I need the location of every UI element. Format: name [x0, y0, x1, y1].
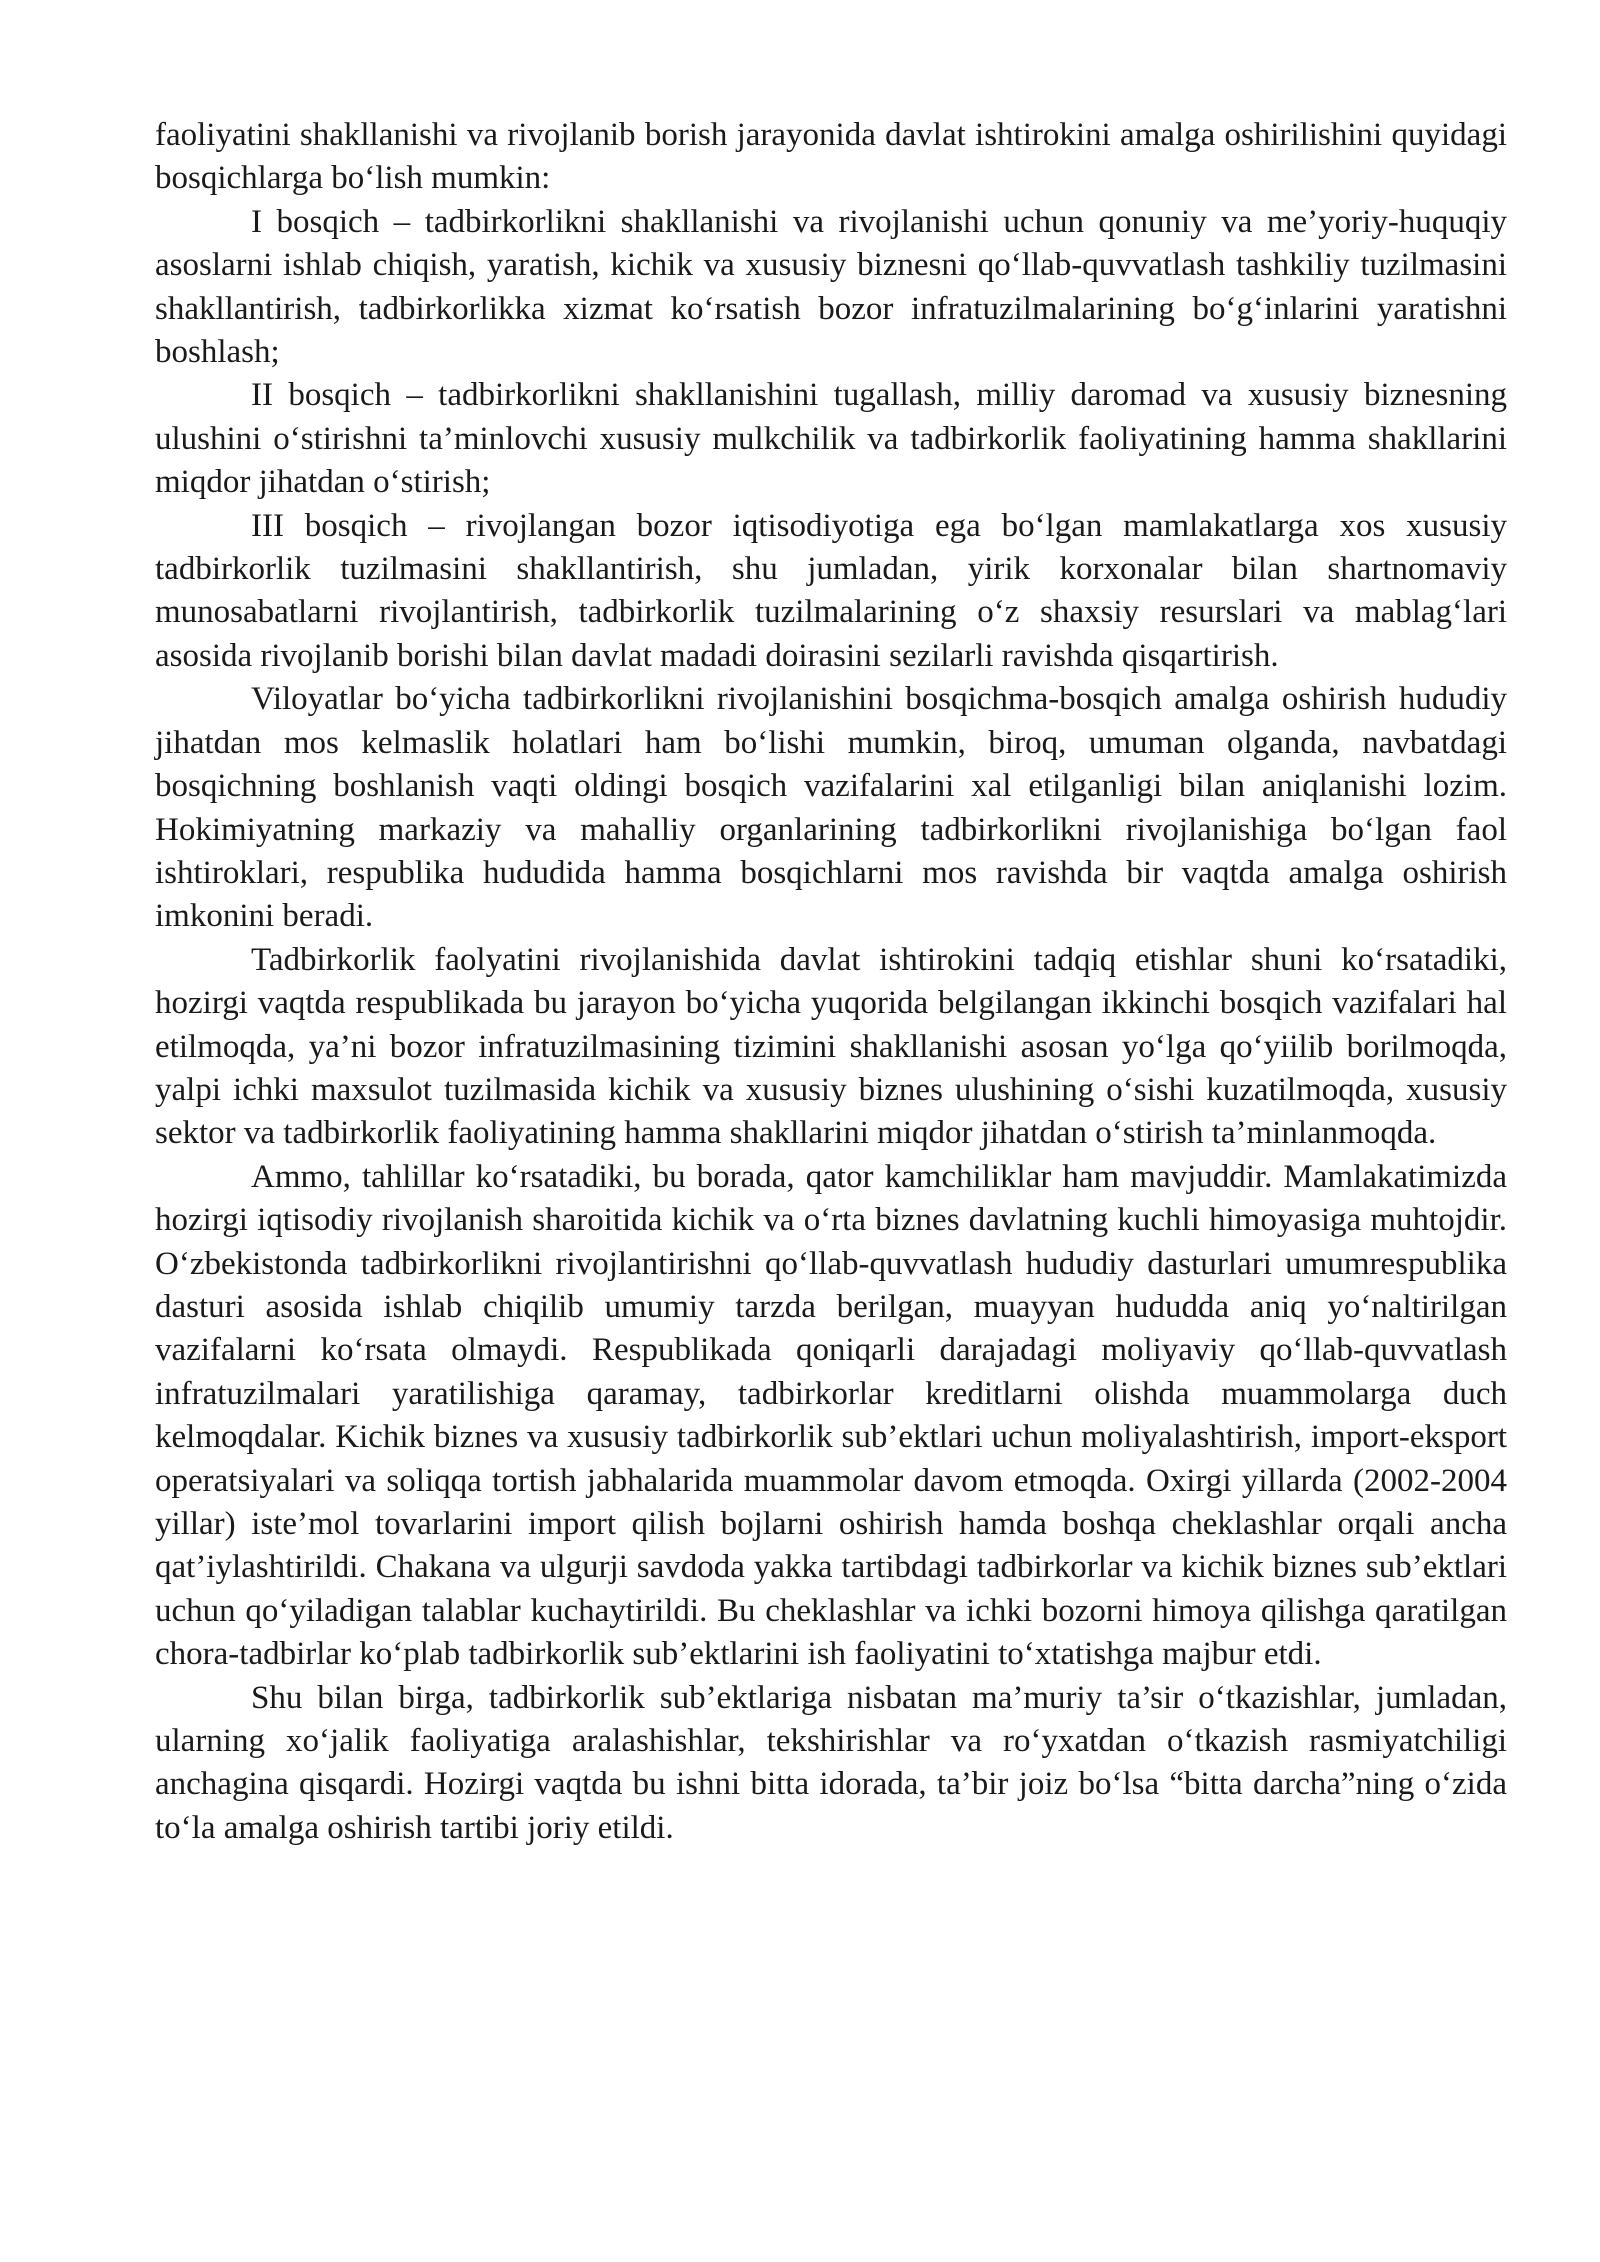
paragraph-regions: Viloyatlar bo‘yicha tadbirkorlikni rivojlanishini bosqichma-bosqich amalga oshirish hududiy jihatdan mos kelmaslik holatlari ham bo‘lishi mumkin, biroq, umuman olganda, navbatdagi bosqichning boshlanish vaqti oldingi bosqich vazifalarini xal etilganligi bilan aniqlanishi lozim. Hokimiyatning markaziy va mahalliy organlarining tadbirkorlikni rivojlanishiga bo‘lgan faol ishtiroklari, respublika hududida hamma bosqichlarni mos ravishda bir vaqtda amalga oshirish imkonini beradi. — [155, 681, 1507, 935]
paragraph-stage-1: I bosqich – tadbirkorlikni shakllanishi va rivojlanishi uchun qonuniy va me’yoriy-huquqiy asoslarni ishlab chiqish, yaratish, kichik va xususiy biznesni qo‘llab-quvvatlash tashkiliy tuzilmasini shakllantirish, tadbirkorlikka xizmat ko‘rsatish bozor infratuzilmalarining bo‘g‘inlarini yaratishni boshlash; — [155, 203, 1507, 371]
paragraph-continuation: faoliyatini shakllanishi va rivojlanib borish jarayonida davlat ishtirokini amalga oshirilishini quyidagi bosqichlarga bo‘lish mumkin: — [155, 117, 1507, 197]
paragraph-stage-3: III bosqich – rivojlangan bozor iqtisodiyotiga ega bo‘lgan mamlakatlarga xos xususiy tadbirkorlik tuzilmasini shakllantirish, shu jumladan, yirik korxonalar bilan shartnomaviy munosabatlarni rivojlantirish, tadbirkorlik tuzilmalarining o‘z shaxsiy resurslari va mablag‘lari asosida rivojlanib borishi bilan davlat madadi doirasini sezilarli ravishda qisqartirish. — [155, 507, 1507, 674]
paragraph-shortcomings: Ammo, tahlillar ko‘rsatadiki, bu borada, qator kamchiliklar ham mavjuddir. Mamlakatimizda hozirgi iqtisodiy rivojlanish sharoitida kichik va o‘rta biznes davlatning kuchli himoyasiga muhtojdir. O‘zbekistonda tadbirkorlikni rivojlantirishni qo‘llab-quvvatlash hududiy dasturlari umumrespublika dasturi asosida ishlab chiqilib umumiy tarzda berilgan, muayyan hududda aniq yo‘naltirilgan vazifalarni ko‘rsata olmaydi. Respublikada qoniqarli darajadagi moliyaviy qo‘llab-quvvatlash infratuzilmalari yaratilishiga qaramay, tadbirkorlar kreditlarni olishda muammolarga duch kelmoqdalar. Kichik biznes va xususiy tadbirkorlik sub’ektlari uchun moliyalashtirish, import-eksport operatsiyalari va soliqqa tortish jabhalarida muammolar davom etmoqda. Oxirgi yillarda (2002-2004 yillar) iste’mol tovarlarini import qilish bojlarni oshirish hamda boshqa cheklashlar orqali ancha qat’iylashtirildi. Chakana va ulgurji savdoda yakka tartibdagi tadbirkorlar va kichik biznes sub’ektlari uchun qo‘yiladigan talablar kuchaytirildi. Bu cheklashlar va ichki bozorni himoya qilishga qaratilgan chora-tadbirlar ko‘plab tadbirkorlik sub’ektlarini ish faoliyatini to‘xtatishga majbur etdi. — [155, 1158, 1507, 1673]
paragraph-administrative: Shu bilan birga, tadbirkorlik sub’ektlariga nisbatan ma’muriy ta’sir o‘tkazishlar, jumladan, ularning xo‘jalik faoliyatiga aralashishlar, tekshirishlar va ro‘yxatdan o‘tkazish rasmiyatchiligi anchagina qisqardi. Hozirgi vaqtda bu ishni bitta idorada, ta’bir joiz bo‘lsa “bitta darcha”ning o‘zida to‘la amalga oshirish tartibi joriy etildi. — [155, 1679, 1507, 1846]
paragraph-stage-2: II bosqich – tadbirkorlikni shakllanishini tugallash, milliy daromad va xususiy biznesning ulushini o‘stirishni ta’minlovchi xususiy mulkchilik va tadbirkorlik faoliyatining hamma shakllarini miqdor jihatdan o‘stirish; — [155, 377, 1507, 501]
document-page — [155, 114, 1507, 1850]
paragraph-research: Tadbirkorlik faolyatini rivojlanishida davlat ishtirokini tadqiq etishlar shuni ko‘rsatadiki, hozirgi vaqtda respublikada bu jarayon bo‘yicha yuqorida belgilangan ikkinchi bosqich vazifalari hal etilmoqda, ya’ni bozor infratuzilmasining tizimini shakllanishi asosan yo‘lga qo‘yiilib borilmoqda, yalpi ichki maxsulot tuzilmasida kichik va xususiy biznes ulushining o‘sishi kuzatilmoqda, xususiy sektor va tadbirkorlik faoliyatining hamma shakllarini miqdor jihatdan o‘stirish ta’minlanmoqda. — [155, 941, 1507, 1152]
